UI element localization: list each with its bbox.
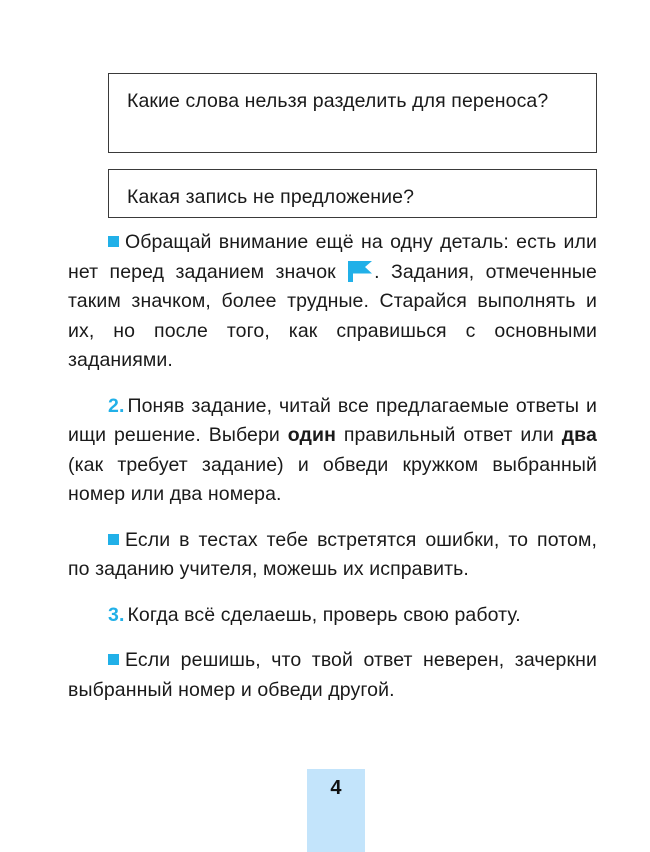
list-marker-2: 2. [108, 394, 125, 417]
paragraph-1-text-part-2: . Задания, отмеченные таким значком, более трудные. Старайся выполнять и их, но после того, как справишься с основными заданиями. [68, 260, 597, 371]
paragraph-4-text: Когда всё сделаешь, проверь свою работу. [127, 603, 521, 626]
paragraph-2-text-part-2: правильный ответ или [343, 424, 554, 446]
question-box-2 [108, 169, 597, 218]
paragraph-3-text: Если в тестах тебе встретятся ошибки, то потом, по заданию учителя, можешь их исправить. [68, 528, 597, 580]
emphasis-odin: один [287, 424, 336, 446]
body-text-area [68, 228, 597, 705]
question-box-1-text: Какие слова нельзя разделить для переноса? [127, 90, 549, 112]
page-number-block [307, 769, 365, 852]
paragraph-bullet-correction [68, 646, 597, 705]
page-number: 4 [330, 777, 342, 799]
paragraph-numbered-3 [68, 601, 597, 631]
paragraph-2-text-part-3: (как требует задание) и обведи кружком выбранный номер или два номера. [68, 453, 597, 505]
paragraph-5-text: Если решишь, что твой ответ неверен, зачеркни выбранный номер и обведи другой. [68, 649, 597, 701]
paragraph-bullet-attention [68, 228, 597, 376]
question-box-2-text: Какая запись не предложение? [127, 186, 415, 208]
emphasis-dva: два [561, 424, 597, 446]
blue-flag-icon [348, 261, 373, 282]
question-box-1 [108, 73, 597, 153]
paragraph-2-text-part-1: Поняв задание, читай все предлагаемые ответы и ищи решение. Выбери [68, 394, 597, 446]
square-bullet-icon [108, 534, 119, 545]
paragraph-bullet-errors [68, 526, 597, 585]
paragraph-numbered-2 [68, 392, 597, 510]
square-bullet-icon [108, 654, 119, 665]
list-marker-3: 3. [108, 603, 125, 626]
square-bullet-icon [108, 236, 119, 247]
paragraph-1-text-part-1: Обращай внимание ещё на одну деталь: есть или нет перед заданием значок [68, 231, 597, 283]
